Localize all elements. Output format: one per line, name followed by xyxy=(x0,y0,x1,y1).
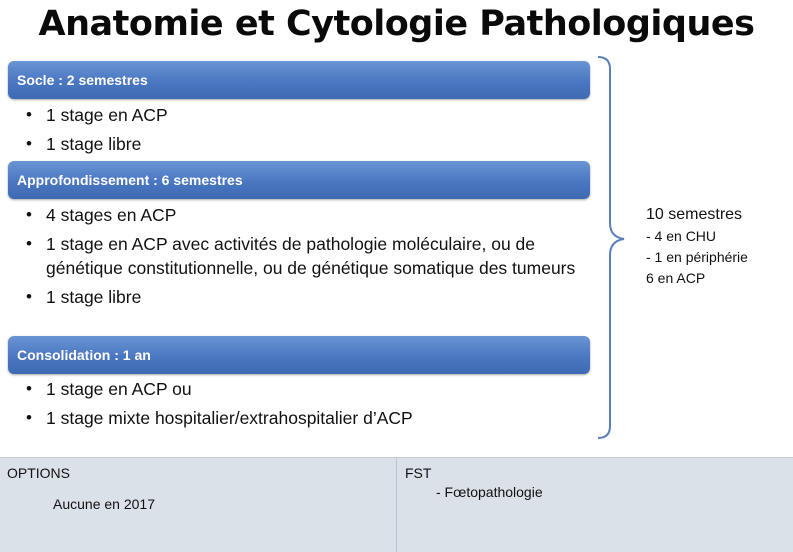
list-item: • 4 stages en ACP xyxy=(26,203,586,227)
section-header-socle: Socle : 2 semestres xyxy=(8,61,590,99)
duration-summary xyxy=(646,204,748,289)
list-item: • 1 stage libre xyxy=(26,285,586,309)
approfondissement-list xyxy=(26,203,586,314)
consolidation-list xyxy=(26,377,586,435)
summary-chu: - 4 en CHU xyxy=(646,228,717,244)
socle-list xyxy=(26,103,586,161)
page-title: Anatomie et Cytologie Pathologiques xyxy=(38,4,755,44)
summary-total: 10 semestres xyxy=(646,206,743,223)
section-header-approfondissement: Approfondissement : 6 semestres xyxy=(8,161,590,199)
summary-peripherie: - 1 en périphérie xyxy=(646,249,748,265)
bottom-panel xyxy=(0,457,793,552)
section-header-consolidation: Consolidation : 1 an xyxy=(8,336,590,374)
right-brace-icon xyxy=(596,55,630,440)
fst-label: FST xyxy=(405,465,432,481)
list-item: • 1 stage libre xyxy=(26,132,586,156)
panel-divider xyxy=(396,458,397,552)
summary-acp: 6 en ACP xyxy=(646,270,706,286)
list-item: • 1 stage mixte hospitalier/extrahospitalier d’ACP xyxy=(26,406,586,430)
options-label: OPTIONS xyxy=(7,465,71,481)
list-item: • 1 stage en ACP avec activités de pathologie moléculaire, ou de génétique constitutionnelle, ou de génétique somatique des tumeurs xyxy=(26,232,586,280)
options-value: Aucune en 2017 xyxy=(53,496,155,512)
list-item: • 1 stage en ACP xyxy=(26,103,586,127)
list-item: • 1 stage en ACP ou xyxy=(26,377,586,401)
fst-value: - Fœtopathologie xyxy=(436,484,543,500)
